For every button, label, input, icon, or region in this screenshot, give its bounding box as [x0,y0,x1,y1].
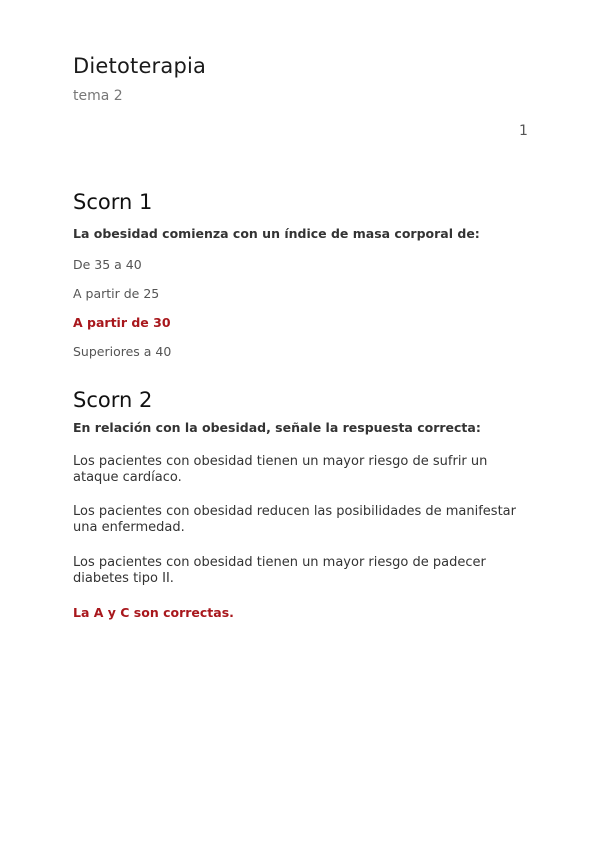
answer-option: Los pacientes con obesidad reducen las posibilidades de manifestar una enfermedad. [73,504,516,535]
document-subtitle: tema 2 [73,88,123,104]
answer-option-correct: A partir de 30 [73,315,171,330]
question-scorn-2: En relación con la obesidad, señale la respuesta correcta: [73,420,481,435]
section-title-scorn-2: Scorn 2 [73,388,153,412]
answer-option: Superiores a 40 [73,344,172,359]
answer-option: Los pacientes con obesidad tienen un mayor riesgo de sufrir un ataque cardíaco. [73,454,488,485]
answer-option: Los pacientes con obesidad tienen un mayor riesgo de padecer diabetes tipo II. [73,555,486,586]
page-number: 1 [519,123,528,139]
document-title: Dietoterapia [73,54,207,78]
answer-option-correct: La A y C son correctas. [73,605,234,620]
section-title-scorn-1: Scorn 1 [73,190,153,214]
answer-option: De 35 a 40 [73,257,142,272]
question-scorn-1: La obesidad comienza con un índice de masa corporal de: [73,226,480,241]
answer-option: A partir de 25 [73,286,160,301]
